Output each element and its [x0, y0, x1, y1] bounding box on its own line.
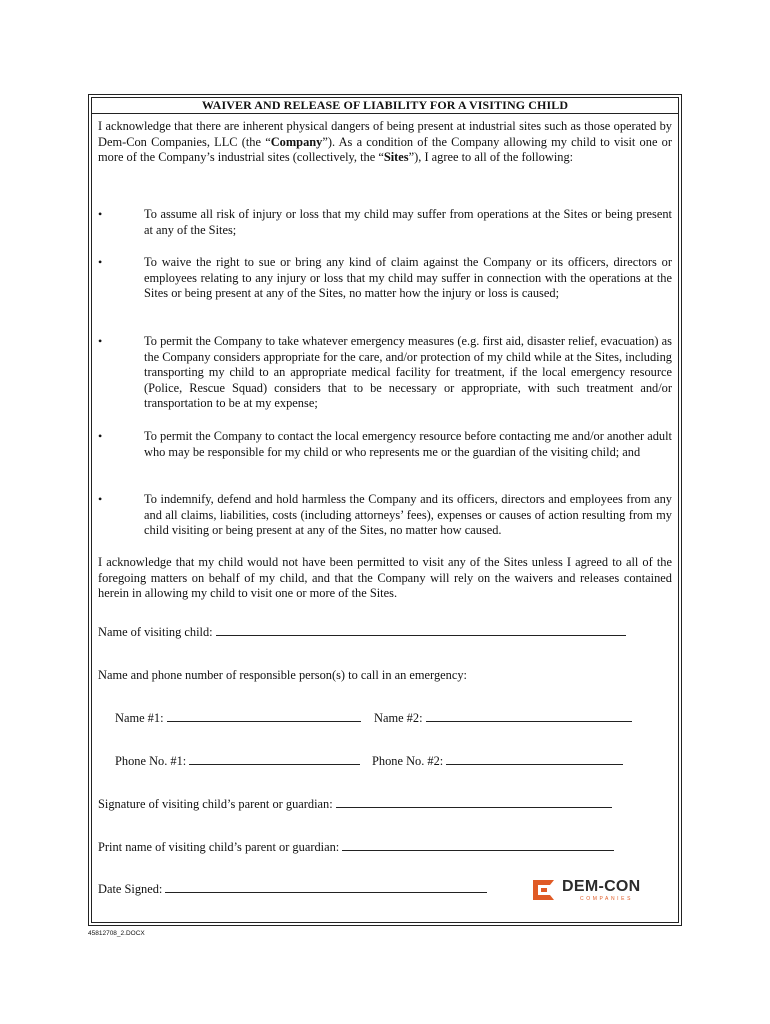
- document-title: WAIVER AND RELEASE OF LIABILITY FOR A VISITING CHILD: [201, 98, 569, 112]
- name2-row: [374, 710, 632, 726]
- bullet-marker: •: [98, 334, 103, 348]
- bullet-marker: •: [98, 207, 103, 221]
- name1-label: Name #1:: [115, 711, 164, 725]
- phone1-row: [115, 753, 360, 769]
- intro-paragraph: I acknowledge that there are inherent physical dangers of being present at industrial sites such as those operated by Dem-Con Companies, LLC (the “Company”). As a condition of the Company allowing my child to visit one or more of the Company’s industrial sites (collectively, the “Sites”), I agree to all of the following:: [98, 119, 672, 165]
- date-signed-label: Date Signed:: [98, 882, 163, 896]
- date-signed-row: [98, 881, 487, 897]
- company-term: Company: [270, 134, 323, 149]
- emergency-contact-label: Name and phone number of responsible person(s) to call in an emergency:: [98, 668, 467, 682]
- print-name-label: Print name of visiting child’s parent or guardian:: [98, 840, 340, 854]
- list-item: To assume all risk of injury or loss that my child may suffer from operations at the Sites or being present at any of the Sites;: [144, 207, 672, 237]
- child-name-row: [98, 624, 626, 640]
- title-divider: [91, 113, 679, 114]
- print-name-field[interactable]: [342, 839, 614, 851]
- phone2-field[interactable]: [446, 753, 623, 765]
- name2-field[interactable]: [426, 710, 632, 722]
- list-item: To indemnify, defend and hold harmless the Company and its officers, directors and employees from any and all claims, liabilities, costs (including attorneys’ fees), expenses or causes of action resulting from my child visiting or being present at any of the Sites, no matter how caused.: [144, 492, 672, 538]
- logo-subtitle: COMPANIES: [580, 896, 634, 902]
- signature-field[interactable]: [336, 796, 612, 808]
- list-item: To permit the Company to take whatever emergency measures (e.g. first aid, disaster relief, evacuation) as the Company considers appropriate for the care, and/or protection of my child while at the Sites, including transporting my child to an appropriate medical facility for treatment, if the local emergency resource (Police, Rescue Squad) considers that to be necessary or appropriate, with such treatment and/or transportation to be at my expense;: [144, 334, 672, 411]
- bullet-marker: •: [98, 255, 103, 269]
- date-signed-field[interactable]: [165, 881, 487, 893]
- bullet-marker: •: [98, 429, 103, 443]
- document-code: 45812708_2.DOCX: [88, 930, 145, 937]
- sites-term: Sites: [383, 150, 409, 165]
- phone1-label: Phone No. #1:: [115, 754, 187, 768]
- name1-field[interactable]: [167, 710, 361, 722]
- list-item: To waive the right to sue or bring any kind of claim against the Company or its officers, directors or employees relating to any injury or loss that my child may suffer in connection with the operations at the Sites or being present at any of the Sites, no matter how the injury or loss is caused;: [144, 255, 672, 301]
- child-name-field[interactable]: [216, 624, 626, 636]
- name1-row: [115, 710, 361, 726]
- bullet-marker: •: [98, 492, 103, 506]
- signature-label: Signature of visiting child’s parent or guardian:: [98, 797, 333, 811]
- phone1-field[interactable]: [189, 753, 360, 765]
- print-name-row: [98, 839, 614, 855]
- child-name-label: Name of visiting child:: [98, 625, 213, 639]
- name2-label: Name #2:: [374, 711, 423, 725]
- phone2-row: [372, 753, 623, 769]
- closing-paragraph: I acknowledge that my child would not have been permitted to visit any of the Sites unless I agreed to all of the foregoing matters on behalf of my child, and that the Company will rely on the waivers and releases contained herein in allowing my child to visit one or more of the Sites.: [98, 555, 672, 601]
- list-item: To permit the Company to contact the local emergency resource before contacting me and/or another adult who may be responsible for my child or who represents me or the guardian of the visiting child; and: [144, 429, 672, 459]
- phone2-label: Phone No. #2:: [372, 754, 444, 768]
- logo-wordmark: DEM-CON: [562, 878, 641, 895]
- signature-row: [98, 796, 612, 812]
